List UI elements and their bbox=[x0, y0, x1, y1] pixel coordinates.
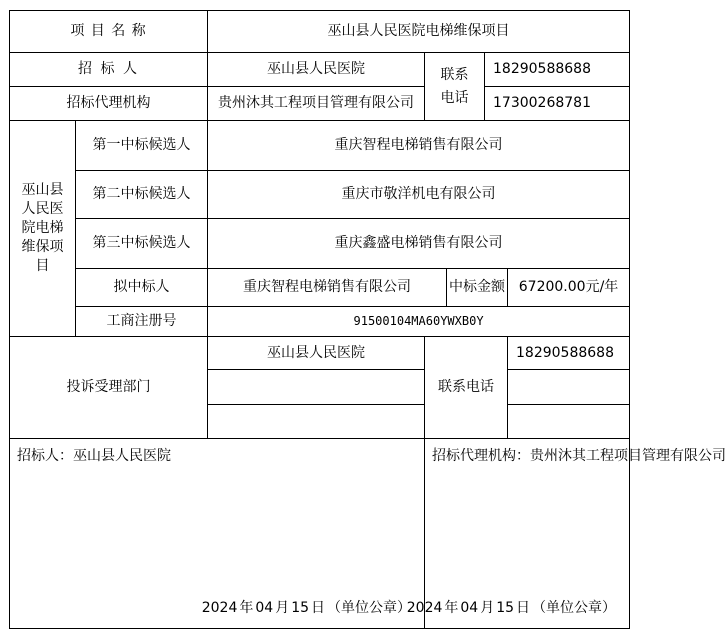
project-name-row bbox=[10, 11, 630, 53]
complaint-label: 投诉受理部门 bbox=[10, 337, 208, 439]
agency-phone: 17300268781 bbox=[485, 87, 630, 121]
amount-value: 67200.00元/年 bbox=[508, 269, 630, 307]
tenderer-signature-date: 2024 年 04 月 15 日 （单位公章） bbox=[201, 600, 412, 617]
candidate-row bbox=[10, 171, 630, 219]
agency-signature-date: 2024 年 04 月 15 日 （单位公章） bbox=[406, 600, 617, 617]
reg-label: 工商注册号 bbox=[76, 307, 208, 337]
agency-label: 招标代理机构 bbox=[10, 87, 208, 121]
bid-result-form bbox=[9, 10, 726, 632]
reg-value: 91500104MA60YWXB0Y bbox=[208, 307, 630, 337]
complaint-phone: 18290588688 bbox=[508, 337, 630, 370]
complaint-dept: 巫山县人民医院 bbox=[208, 337, 425, 370]
tenderer-signature-label: 招标人：巫山县人民医院 bbox=[17, 448, 171, 464]
amount-label: 中标金额 bbox=[447, 269, 508, 307]
agency-row bbox=[10, 87, 630, 121]
candidate-label: 第一中标候选人 bbox=[76, 121, 208, 171]
empty-cell bbox=[208, 370, 425, 405]
reg-row bbox=[10, 307, 630, 337]
project-name-value: 巫山县人民医院电梯维保项目 bbox=[208, 11, 630, 53]
winner-value: 重庆智程电梯销售有限公司 bbox=[208, 269, 447, 307]
complaint-contact-label: 联系电话 bbox=[425, 337, 508, 439]
winner-row bbox=[10, 269, 630, 307]
candidate-row bbox=[10, 121, 630, 171]
agency-signature bbox=[406, 439, 726, 629]
empty-cell bbox=[508, 370, 630, 405]
tenderer-phone: 18290588688 bbox=[485, 53, 630, 87]
tenderer-label: 招 标 人 bbox=[10, 53, 208, 87]
signature-row bbox=[10, 439, 630, 629]
tenderer-signature bbox=[10, 439, 425, 629]
tenderer-value: 巫山县人民医院 bbox=[208, 53, 425, 87]
candidate-label: 第二中标候选人 bbox=[76, 171, 208, 219]
agency-value: 贵州沐其工程项目管理有限公司 bbox=[208, 87, 425, 121]
candidate-name: 重庆鑫盛电梯销售有限公司 bbox=[208, 219, 630, 269]
empty-cell bbox=[208, 405, 425, 439]
agency-signature-label: 招标代理机构：贵州沐其工程项目管理有限公司 bbox=[432, 448, 726, 464]
contact-label: 联系电话 bbox=[425, 53, 485, 121]
tenderer-row bbox=[10, 53, 630, 87]
winner-label: 拟中标人 bbox=[76, 269, 208, 307]
empty-cell bbox=[508, 405, 630, 439]
complaint-row bbox=[10, 337, 630, 370]
section-label: 巫山县人民医院电梯维保项目 bbox=[10, 121, 76, 337]
candidate-label: 第三中标候选人 bbox=[76, 219, 208, 269]
candidate-row bbox=[10, 219, 630, 269]
project-name-label: 项 目 名 称 bbox=[10, 11, 208, 53]
candidate-name: 重庆市敬洋机电有限公司 bbox=[208, 171, 630, 219]
candidate-name: 重庆智程电梯销售有限公司 bbox=[208, 121, 630, 171]
form-table bbox=[9, 10, 726, 629]
